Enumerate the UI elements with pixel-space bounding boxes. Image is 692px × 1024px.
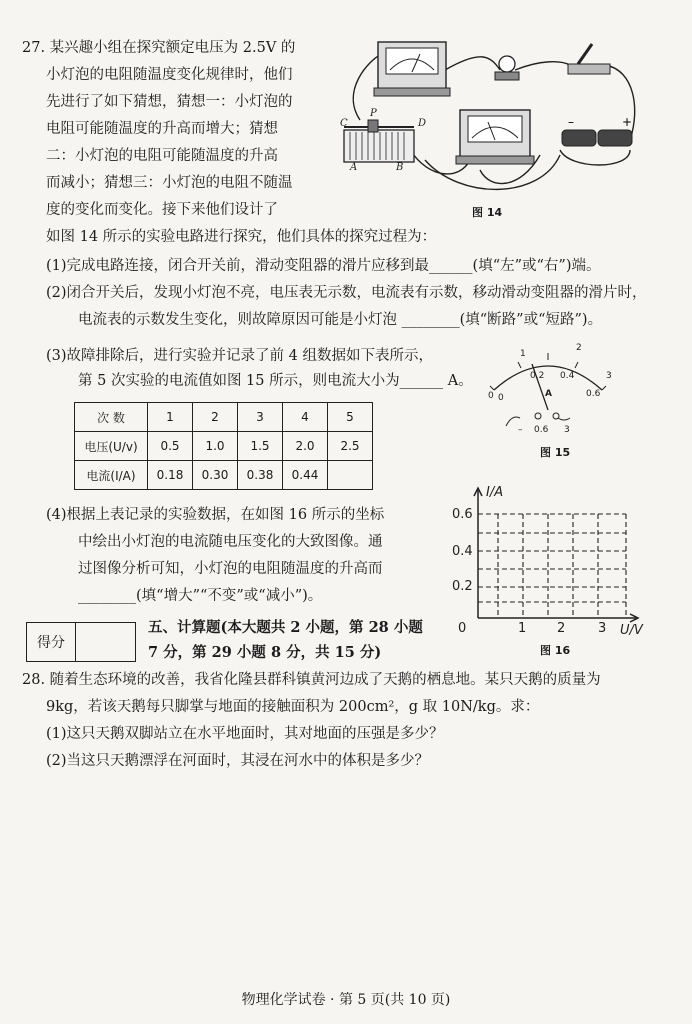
origin-label: 0 bbox=[458, 621, 467, 636]
q27-part4: (4)根据上表记录的实验数据，在如图 16 所示的坐标 bbox=[46, 507, 385, 523]
terminal-label: 3 bbox=[564, 425, 570, 435]
score-label: 得分 bbox=[27, 623, 76, 661]
y-tick-label: 0.2 bbox=[452, 579, 473, 594]
table-row bbox=[75, 461, 373, 490]
q27-line: 如图 14 所示的实验电路进行探究，他们具体的探究过程为： bbox=[46, 229, 437, 245]
rheostat-icon bbox=[344, 120, 414, 162]
current-voltage-grid bbox=[440, 478, 650, 638]
q27-line: 而减小；猜想三：小灯泡的电阻不随温 bbox=[46, 175, 293, 191]
terminal-label: 0.6 bbox=[534, 425, 549, 435]
table-header: 5 bbox=[328, 403, 373, 432]
table-row bbox=[75, 432, 373, 461]
data-table bbox=[74, 402, 373, 490]
table-row bbox=[75, 403, 373, 432]
dial-tick-label: 0 bbox=[498, 393, 504, 403]
q27-line: 27. 某兴趣小组在探究额定电压为 2.5V 的 bbox=[22, 40, 296, 56]
table-header: 1 bbox=[148, 403, 193, 432]
q28-text: 28. 随着生态环境的改善，我省化隆县群科镇黄河边成了天鹅的栖息地。某只天鹅的质量为 bbox=[22, 672, 601, 688]
q27-part4: 中绘出小灯泡的电流随电压变化的大致图像。通 bbox=[78, 534, 383, 550]
table-cell: 1.5 bbox=[238, 432, 283, 461]
voltmeter-icon bbox=[456, 110, 534, 164]
figure-16-caption: 图 16 bbox=[540, 644, 571, 657]
dial-unit: A bbox=[545, 389, 552, 399]
table-cell: 0.18 bbox=[148, 461, 193, 490]
q27-line: 小灯泡的电阻随温度变化规律时，他们 bbox=[46, 67, 293, 83]
score-box bbox=[26, 622, 136, 662]
svg-text:+: + bbox=[622, 115, 633, 129]
table-header: 3 bbox=[238, 403, 283, 432]
dial-tick-label: 1 bbox=[520, 349, 526, 359]
q28-text: 9kg，若该天鹅每只脚掌与地面的接触面积为 200cm²，g 取 10N/kg。求： bbox=[46, 699, 540, 715]
x-tick-label: 3 bbox=[598, 621, 607, 636]
q27-line: 二：小灯泡的电阻可能随温度的升高 bbox=[46, 148, 278, 164]
terminal-label: – bbox=[518, 425, 523, 435]
page-footer: 物理化学试卷 · 第 5 页(共 10 页) bbox=[241, 992, 451, 1008]
table-cell: 2.0 bbox=[283, 432, 328, 461]
table-cell: 电压(U/v) bbox=[75, 432, 148, 461]
table-cell: 电流(I/A) bbox=[75, 461, 148, 490]
dial-tick-label: 0 bbox=[488, 391, 494, 401]
q27-part3: (3)故障排除后，进行实验并记录了前 4 组数据如下表所示， bbox=[46, 348, 433, 364]
q28-subquestion: (2)当这只天鹅漂浮在河面时，其浸在河水中的体积是多少？ bbox=[46, 753, 430, 769]
x-axis-label: U/V bbox=[620, 623, 643, 638]
score-blank bbox=[76, 623, 135, 661]
q27-line: 度的变化而变化。接下来他们设计了 bbox=[46, 202, 278, 218]
table-cell: 0.30 bbox=[193, 461, 238, 490]
table-header: 次 数 bbox=[75, 403, 148, 432]
table-cell: 0.38 bbox=[238, 461, 283, 490]
table-cell bbox=[328, 461, 373, 490]
dial-tick-label: 2 bbox=[576, 343, 582, 353]
q27-line: 先进行了如下猜想，猜想一：小灯泡的 bbox=[46, 94, 293, 110]
q27-part2: 电流表的示数发生变化，则故障原因可能是小灯泡 ________(填“断路”或“短路”)。 bbox=[78, 312, 603, 328]
rheostat-label: B bbox=[396, 162, 404, 173]
y-tick-label: 0.4 bbox=[452, 544, 473, 559]
svg-text:–: – bbox=[568, 115, 574, 129]
switch-icon bbox=[568, 44, 610, 74]
dial-tick-label: 0.2 bbox=[530, 371, 545, 381]
table-cell: 0.5 bbox=[148, 432, 193, 461]
table-cell: 0.44 bbox=[283, 461, 328, 490]
table-cell: 1.0 bbox=[193, 432, 238, 461]
section-heading: 五、计算题(本大题共 2 小题，第 28 小题 bbox=[148, 619, 423, 636]
q27-part3: 第 5 次实验的电流值如图 15 所示，则电流大小为______ A。 bbox=[78, 373, 473, 389]
battery-icon bbox=[562, 115, 632, 146]
q27-part4: ________(填“增大”“不变”或“减小”)。 bbox=[78, 588, 323, 604]
table-cell: 2.5 bbox=[328, 432, 373, 461]
table-header: 2 bbox=[193, 403, 238, 432]
rheostat-label: D bbox=[418, 118, 427, 129]
figure-15-caption: 图 15 bbox=[540, 446, 571, 459]
y-tick-label: 0.6 bbox=[452, 507, 473, 522]
q27-part4: 过图像分析可知，小灯泡的电阻随温度的升高而 bbox=[78, 561, 383, 577]
ammeter-dial-figure bbox=[478, 334, 618, 444]
dial-tick-label: 0.6 bbox=[586, 389, 601, 399]
rheostat-label: P bbox=[370, 108, 377, 119]
section-heading: 7 分，第 29 小题 8 分，共 15 分) bbox=[148, 644, 382, 661]
dial-tick-label: 3 bbox=[606, 371, 612, 381]
x-tick-label: 2 bbox=[557, 621, 566, 636]
table-header: 4 bbox=[283, 403, 328, 432]
ammeter-icon bbox=[374, 42, 450, 96]
circuit-figure bbox=[330, 30, 650, 230]
q28-subquestion: (1)这只天鹅双脚站立在水平地面时，其对地面的压强是多少？ bbox=[46, 726, 444, 742]
figure-14-caption: 图 14 bbox=[472, 206, 503, 219]
rheostat-label: A bbox=[350, 162, 358, 173]
rheostat-label: C bbox=[340, 118, 348, 129]
x-tick-label: 1 bbox=[518, 621, 527, 636]
dial-tick-label: 0.4 bbox=[560, 371, 575, 381]
q27-line: 电阻可能随温度的升高而增大；猜想 bbox=[46, 121, 278, 137]
y-axis-label: I/A bbox=[486, 485, 504, 500]
q27-part2: (2)闭合开关后，发现小灯泡不亮，电压表无示数，电流表有示数，移动滑动变阻器的滑片时， bbox=[46, 285, 647, 301]
q27-part1: (1)完成电路连接，闭合开关前，滑动变阻器的滑片应移到最______(填“左”或“右”)端。 bbox=[46, 258, 601, 274]
